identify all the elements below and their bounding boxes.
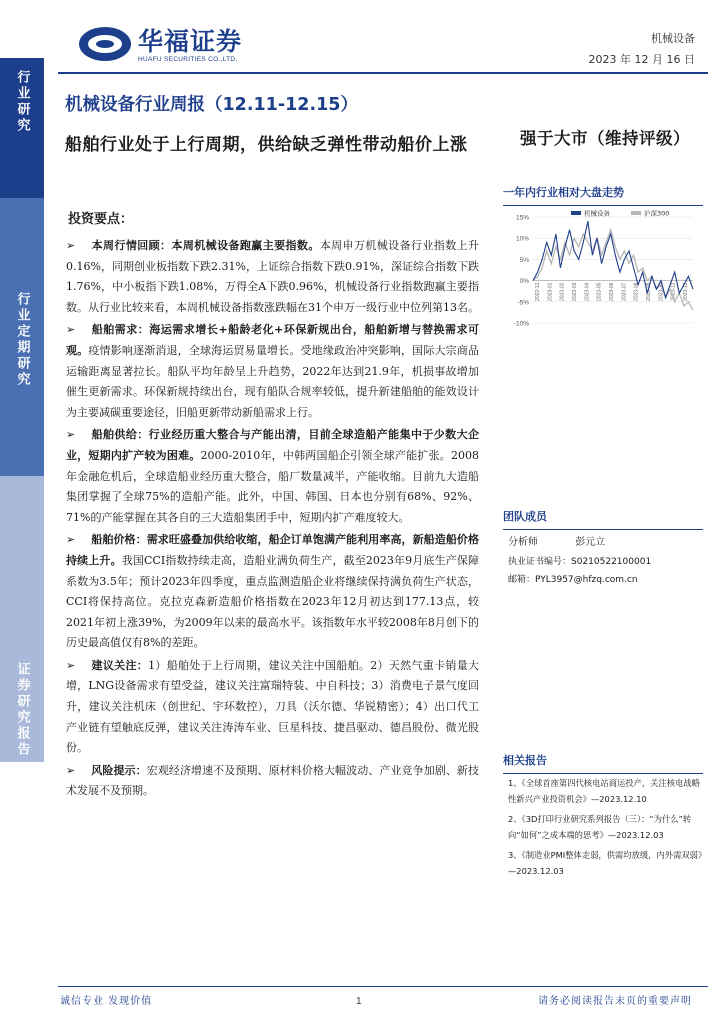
chart-x-tick-label: 2023-04: [584, 282, 591, 301]
chart-x-tick-label: 2023-09: [646, 282, 652, 301]
chart-heading: 一年内行业相对大盘走势: [503, 184, 703, 200]
footer-disclaimer: 请务必阅读报告末页的重要声明: [538, 996, 692, 1007]
chart-y-tick-label: 5%: [519, 256, 529, 264]
summary-item: ➢ 建议关注：1）船舶处于上行周期，建议关注中国船舶。2）天然气重卡销量大增，LNG设备需求有望受益，建议关注富瑞特装、中自科技；3）消费电子景气度回升，建议关注机床（创世纪、宇环数控），刀具（沃尔德、华锐精密）；4）出口代工产业链有望触底反弹，建议关注涛涛车业、巨星科技、捷昌驱动、德昌股份、微光股份。: [66, 658, 480, 755]
huafu-logo-icon: [78, 24, 132, 64]
chart-y-tick-label: -10%: [513, 320, 529, 328]
chart-x-tick-label: 2023-08: [633, 282, 640, 301]
industry-rating: 强于大市（维持评级）: [520, 129, 690, 148]
header-industry: 机械设备: [651, 32, 695, 45]
arrow-bullet-icon: ➢: [66, 533, 76, 547]
team-heading: 团队成员: [503, 508, 703, 524]
chart-y-tick-label: -5%: [517, 299, 529, 307]
team-heading-rule: [503, 529, 703, 530]
chart-x-tick-label: 2023-11: [670, 282, 677, 301]
analyst-name: 彭元立: [575, 537, 606, 548]
chart-x-tick-label: 2023-06: [609, 282, 615, 301]
chart-x-tick-label: 2022-12: [535, 282, 541, 301]
chart-y-tick-label: 10%: [515, 235, 529, 243]
chart-x-tick-label: 2023-05: [596, 282, 603, 301]
chart-y-tick-label: 0%: [519, 278, 529, 286]
related-report-item[interactable]: 2、《3D打印行业研究系列报告（三）：“为什么”转向“如何”之成本端的思考》—2023.12.03: [508, 814, 692, 840]
chart-svg: [503, 205, 703, 330]
chart-x-tick-label: 2023-03: [572, 282, 578, 301]
header-date: 2023 年 12 月 16 日: [588, 53, 695, 66]
arrow-bullet-icon: ➢: [66, 239, 76, 252]
summary-body: [66, 236, 479, 804]
related-heading-rule: [503, 773, 703, 774]
summary-item: ➢ 船舶供给：行业经历重大整合与产能出清，目前全球造船产能集中于少数大企业，短期内扩产较为困难。2000-2010年，中韩两国船企引领全球产能扩张。2008年金融危机后，全球造船业经历重大整合，船厂数量减半，产能收缩。目前九大造船集团掌握了全球75%的造船产能。此外，中国、韩国、日本也分别有68%、92%、71%的产能掌握在其各自的三大造船集团手中，短期内扩产难度较大。: [66, 428, 480, 524]
sidebar-label: 行业研究: [14, 70, 30, 134]
summary-item: ➢ 风险提示：宏观经济增速不及预期、原材料价格大幅波动、产业竞争加剧、新技术发展不及预期。: [66, 763, 480, 798]
related-heading: 相关报告: [503, 752, 703, 768]
arrow-bullet-icon: ➢: [66, 763, 76, 777]
cert-label: 执业证书编号：: [508, 557, 572, 567]
relative-performance-chart: [503, 205, 703, 330]
sidebar-block-periodic-research: [0, 198, 44, 476]
chart-x-tick-label: 2023-02: [559, 282, 566, 301]
email-address[interactable]: PYL3957@hfzq.com.cn: [535, 575, 638, 585]
report-title: 机械设备行业周报（12.11-12.15）: [65, 95, 358, 115]
arrow-bullet-icon: ➢: [66, 323, 76, 337]
chart-y-tick-label: 15%: [515, 214, 529, 222]
footer-divider: [58, 986, 708, 987]
chart-legend-swatch: [571, 211, 581, 215]
related-report-item[interactable]: 1、《全球首座第四代核电站商运投产，关注核电战略性新兴产业投资机会》—2023.12.10: [508, 778, 700, 804]
cert-number: S0210522100001: [571, 557, 652, 567]
summary-item: ➢ 船舶需求：海运需求增长+船龄老化+环保新规出台，船舶新增与替换需求可观。疫情影响逐渐消退，全球海运贸易量增长。受地缘政治冲突影响，国际大宗商品运输距离显著拉长。船队平均年龄呈上升趋势，2022年达到21.9年，机损事故增加催生更新需求。环保新规持续出台，现有船队合规率较低，提升新建船舶的能效设计为主要减碳重要途径，旧船更新带动新船需求上行。: [66, 323, 480, 419]
brand-name-cn: 华福证券: [138, 27, 243, 56]
sidebar-label: 证券研究报告: [14, 662, 30, 758]
sidebar-block-industry-research: [0, 58, 44, 198]
cert-row: [508, 554, 651, 567]
chart-legend-label: 机械设备: [584, 209, 610, 218]
chart-legend-swatch: [631, 211, 641, 215]
left-sidebar: [0, 58, 44, 762]
chart-x-tick-label: 2023-10: [658, 282, 665, 301]
chart-x-tick-label: 2023-01: [547, 282, 554, 301]
sidebar-label: 行业定期研究: [14, 292, 30, 388]
report-subtitle: 船舶行业处于上行周期，供给缺乏弹性带动船价上涨: [65, 135, 468, 155]
email-row: [508, 572, 638, 585]
chart-x-tick-label: 2023-12: [683, 282, 689, 301]
footer-slogan: 诚信专业 发现价值: [60, 996, 153, 1007]
analyst-row: [508, 533, 605, 548]
header-divider: [58, 72, 708, 74]
related-report-list: [508, 776, 703, 885]
arrow-bullet-icon: ➢: [66, 428, 76, 442]
arrow-bullet-icon: ➢: [66, 658, 76, 672]
chart-legend-label: 沪深300: [644, 209, 670, 218]
summary-item: ➢ 本周行情回顾：本周机械设备跑赢主要指数。本周申万机械设备行业指数上升0.16%，同期创业板指数下跌2.31%，上证综合指数下跌0.91%，深证综合指数下跌1.76%，中小板指下跌1.08%，万得全A下跌0.96%，机械设备行业指数跑赢主要指数。从行业比较来看，本周机械设备指数涨跌幅在31个申万一级行业中位列第13名。: [66, 239, 480, 314]
summary-heading: 投资要点：: [68, 212, 134, 227]
page-number: 1: [356, 996, 362, 1007]
brand-name-en: HUAFU SECURITIES CO.,LTD.: [138, 56, 238, 63]
related-report-item[interactable]: 3、《制造业PMI整体走弱，供需均放缓，内外需双弱》—2023.12.03: [508, 850, 703, 876]
company-logo: [78, 22, 258, 70]
chart-x-tick-label: 2023-07: [621, 282, 628, 301]
summary-item: ➢ 船舶价格：需求旺盛叠加供给收缩，船企订单饱满产能利用率高，新船造船价格持续上升。我国CCI指数持续走高，造船业满负荷生产，截至2023年9月底生产保障系数为3.5年；预计2023年四季度，重点监测造船企业将继续保持满负荷生产状态，CCI将保持高位。克拉克森新造船价格指数在2023年12月初达到177.13点，较2021年初上涨39%，为2009年以来的最高水平。该指数年水平较2008年8月创下的历史最高值仅有8%的差距。: [66, 533, 480, 650]
sidebar-block-securities-report: [0, 476, 44, 762]
email-label: 邮箱：: [508, 575, 536, 585]
analyst-label: 分析师: [508, 537, 538, 548]
